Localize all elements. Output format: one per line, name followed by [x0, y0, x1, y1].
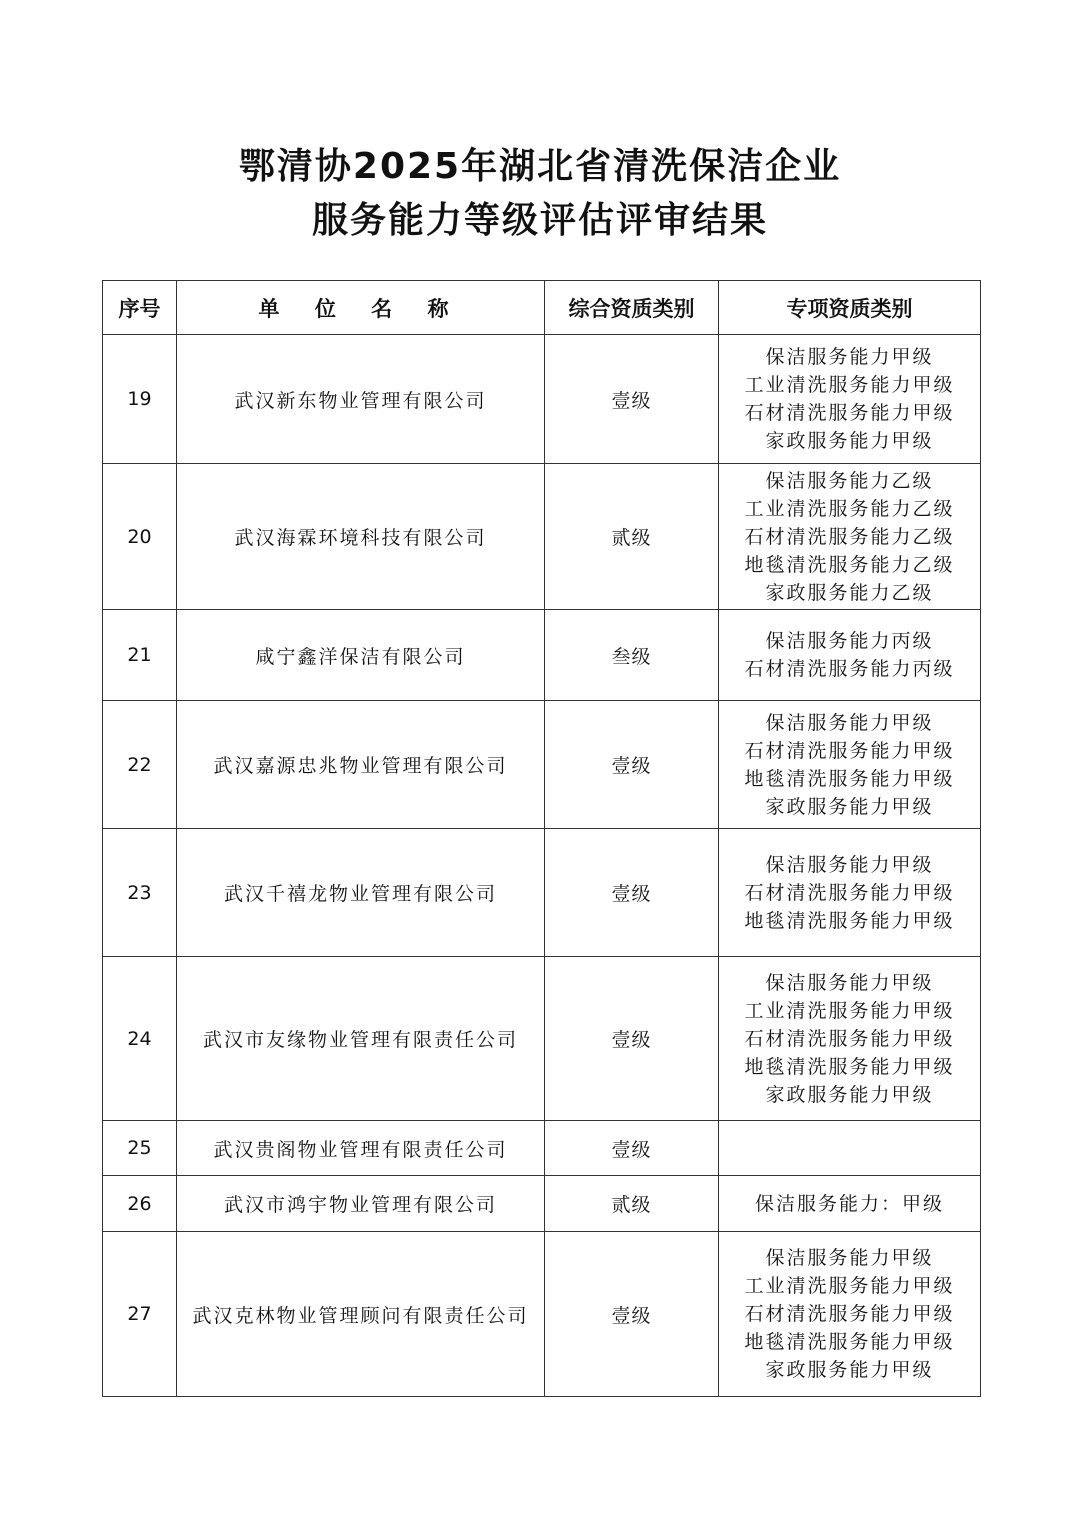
- company-name: 武汉克林物业管理顾问有限责任公司: [177, 1232, 545, 1397]
- special-grades: [719, 1176, 981, 1232]
- company-name: 武汉千禧龙物业管理有限公司: [177, 829, 545, 957]
- company-name: 咸宁鑫洋保洁有限公司: [177, 610, 545, 701]
- special-grade-item: 家政服务能力甲级: [765, 1359, 934, 1381]
- header-general-grade: 综合资质类别: [545, 281, 719, 335]
- special-grade-item: 石材清洗服务能力甲级: [744, 1027, 955, 1050]
- company-name: 武汉新东物业管理有限公司: [177, 335, 545, 464]
- special-grade-item: 地毯清洗服务能力乙级: [744, 553, 955, 576]
- general-grade: 贰级: [545, 1176, 719, 1232]
- header-special-grade: 专项资质类别: [719, 281, 981, 335]
- special-grade-item: 家政服务能力甲级: [765, 795, 934, 818]
- title-line-1: 鄂清协2025年湖北省清洗保洁企业: [238, 146, 842, 187]
- general-grade: 壹级: [545, 829, 719, 957]
- row-index: 24: [103, 957, 177, 1121]
- special-grade-item: 保洁服务能力甲级: [765, 853, 934, 876]
- special-grade-item: 保洁服务能力甲级: [765, 346, 934, 368]
- special-grades: [719, 335, 981, 464]
- special-grades: [719, 464, 981, 610]
- special-grades: [719, 1232, 981, 1397]
- table-row: [103, 335, 981, 464]
- general-grade: 贰级: [545, 464, 719, 610]
- special-grade-item: 地毯清洗服务能力甲级: [744, 767, 955, 790]
- special-grade-item: 家政服务能力甲级: [765, 430, 934, 452]
- header-name: 单 位 名 称: [177, 281, 545, 335]
- special-grades: [719, 701, 981, 829]
- row-index: 22: [103, 701, 177, 829]
- document-title: [0, 140, 1080, 248]
- row-index: 21: [103, 610, 177, 701]
- special-grade-item: 保洁服务能力：甲级: [754, 1192, 944, 1215]
- special-grade-item: 保洁服务能力甲级: [765, 971, 934, 994]
- company-name: 武汉贵阁物业管理有限责任公司: [177, 1121, 545, 1176]
- special-grade-item: 保洁服务能力乙级: [765, 469, 934, 492]
- special-grade-item: 石材清洗服务能力乙级: [744, 525, 955, 548]
- special-grade-item: 保洁服务能力丙级: [765, 630, 934, 652]
- special-grade-item: 家政服务能力甲级: [765, 1083, 934, 1106]
- special-grade-item: 石材清洗服务能力甲级: [744, 1303, 955, 1325]
- company-name: 武汉市鸿宇物业管理有限公司: [177, 1176, 545, 1232]
- header-index: 序号: [103, 281, 177, 335]
- special-grades: [719, 957, 981, 1121]
- special-grade-item: 保洁服务能力甲级: [765, 1247, 934, 1269]
- table-row: [103, 829, 981, 957]
- general-grade: 壹级: [545, 335, 719, 464]
- special-grades: [719, 1121, 981, 1176]
- row-index: 19: [103, 335, 177, 464]
- table-row: [103, 1121, 981, 1176]
- special-grade-item: 石材清洗服务能力丙级: [744, 658, 955, 680]
- table-body: [103, 335, 981, 1397]
- title-line-2: 服务能力等级评估评审结果: [311, 200, 768, 241]
- special-grade-item: 工业清洗服务能力甲级: [744, 999, 955, 1022]
- table-row: [103, 1232, 981, 1397]
- special-grade-item: 石材清洗服务能力甲级: [744, 881, 955, 904]
- results-table: [102, 280, 981, 1397]
- table-row: [103, 701, 981, 829]
- table-row: [103, 957, 981, 1121]
- row-index: 27: [103, 1232, 177, 1397]
- company-name: 武汉嘉源忠兆物业管理有限公司: [177, 701, 545, 829]
- row-index: 23: [103, 829, 177, 957]
- general-grade: 壹级: [545, 957, 719, 1121]
- general-grade: 壹级: [545, 1232, 719, 1397]
- general-grade: 壹级: [545, 1121, 719, 1176]
- row-index: 20: [103, 464, 177, 610]
- row-index: 26: [103, 1176, 177, 1232]
- special-grade-item: 地毯清洗服务能力甲级: [744, 909, 955, 932]
- special-grade-item: 石材清洗服务能力甲级: [744, 739, 955, 762]
- special-grade-item: 保洁服务能力甲级: [765, 711, 934, 734]
- special-grade-item: 工业清洗服务能力甲级: [744, 1275, 955, 1297]
- table-row: [103, 610, 981, 701]
- special-grade-item: 地毯清洗服务能力甲级: [744, 1055, 955, 1078]
- table-row: [103, 464, 981, 610]
- table-header-row: [103, 281, 981, 335]
- special-grades: [719, 610, 981, 701]
- general-grade: 叁级: [545, 610, 719, 701]
- row-index: 25: [103, 1121, 177, 1176]
- table-row: [103, 1176, 981, 1232]
- special-grade-item: 家政服务能力乙级: [765, 581, 934, 604]
- special-grade-item: 地毯清洗服务能力甲级: [744, 1331, 955, 1353]
- company-name: 武汉市友缘物业管理有限责任公司: [177, 957, 545, 1121]
- special-grade-item: 石材清洗服务能力甲级: [744, 402, 955, 424]
- special-grades: [719, 829, 981, 957]
- general-grade: 壹级: [545, 701, 719, 829]
- special-grade-item: 工业清洗服务能力乙级: [744, 497, 955, 520]
- company-name: 武汉海霖环境科技有限公司: [177, 464, 545, 610]
- special-grade-item: 工业清洗服务能力甲级: [744, 374, 955, 396]
